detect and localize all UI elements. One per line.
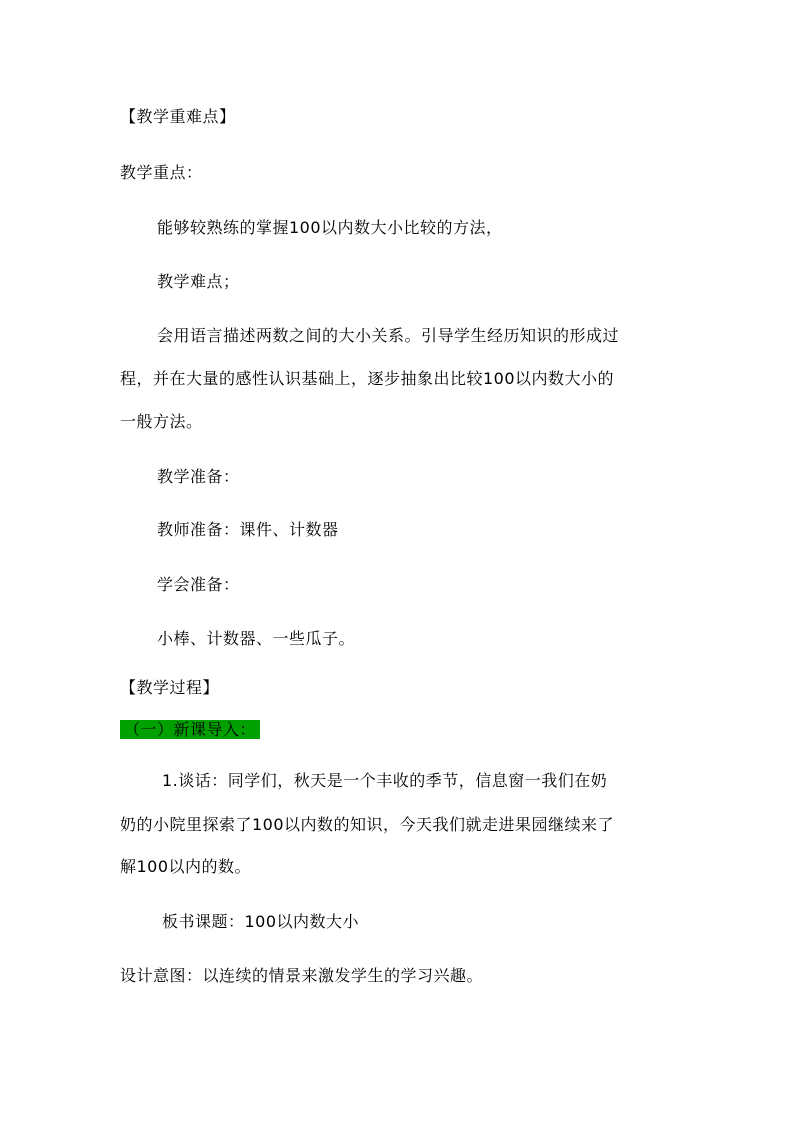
talk-para-line3: 解100以内的数。 (120, 857, 252, 876)
student-prep-label: 学会准备： (157, 575, 240, 594)
board-title: 板书课题：100以内数大小 (162, 912, 360, 931)
talk-para-line1: 1.谈话：同学们，秋天是一个丰收的季节，信息窗一我们在奶 (162, 771, 608, 790)
difficulty-label: 教学难点； (157, 272, 240, 291)
talk-para-line2: 奶的小院里探索了100以内数的知识，今天我们就走进果园继续来了 (120, 815, 615, 834)
difficulty-para-line1: 会用语言描述两数之间的大小关系。引导学生经历知识的形成过 (157, 326, 620, 345)
difficulty-para-line3: 一般方法。 (120, 412, 203, 431)
section-one-highlight: （一）新课导入： (120, 720, 260, 739)
student-prep-items: 小棒、计数器、一些瓜子。 (157, 629, 356, 648)
key-point-text: 能够较熟练的掌握100以内数大小比较的方法， (157, 218, 503, 237)
heading-key-points: 【教学重难点】 (120, 107, 236, 126)
teacher-prep: 教师准备：课件、计数器 (157, 520, 339, 539)
section-one-title (120, 720, 260, 740)
prep-label: 教学准备： (157, 467, 240, 486)
heading-process: 【教学过程】 (120, 678, 220, 697)
key-point-label: 教学重点： (120, 163, 203, 182)
difficulty-para-line2: 程，并在大量的感性认识基础上，逐步抽象出比较100以内数大小的 (120, 369, 615, 388)
design-intent: 设计意图：以连续的情景来激发学生的学习兴趣。 (120, 966, 484, 985)
